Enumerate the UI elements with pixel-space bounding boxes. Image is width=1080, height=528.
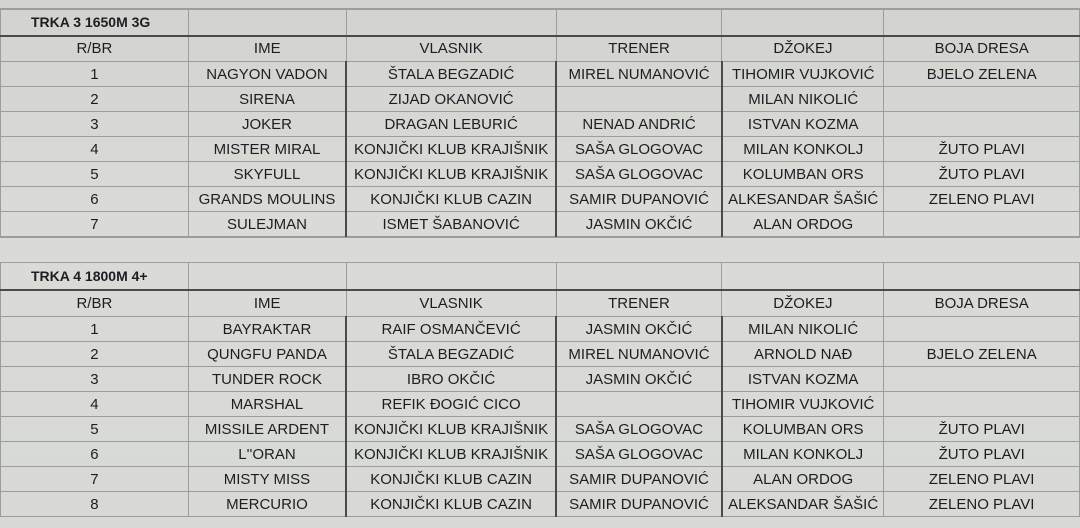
cell-vlasnik[interactable]: KONJIČKI KLUB CAZIN [346,467,556,492]
table-row [1,492,1080,517]
cell-ime[interactable]: SULEJMAN [188,212,346,237]
table-row [1,212,1080,237]
cell-dzokej[interactable]: ALKESANDAR ŠAŠIĆ [722,187,884,212]
cell-vlasnik[interactable]: KONJIČKI KLUB CAZIN [346,492,556,517]
cell-dzokej[interactable]: MILAN KONKOLJ [722,137,884,162]
table-row [1,392,1080,417]
sheet-top-row [0,0,1080,9]
cell-ime[interactable]: SKYFULL [188,162,346,187]
cell-ime[interactable]: NAGYON VADON [188,62,346,87]
table-row [1,162,1080,187]
cell-trener[interactable] [556,87,722,112]
cell-dzokej[interactable]: ALEKSANDAR ŠAŠIĆ [722,492,884,517]
cell-ime[interactable]: JOKER [188,112,346,137]
header-trener[interactable]: TRENER [556,290,722,317]
cell-rbr[interactable]: 2 [1,87,189,112]
cell-dzokej[interactable]: ISTVAN KOZMA [722,112,884,137]
cell-boja-dresa[interactable]: ZELENO PLAVI [884,187,1080,212]
cell-ime[interactable]: L''ORAN [188,442,346,467]
empty-cell[interactable] [722,263,884,290]
cell-trener[interactable]: SAŠA GLOGOVAC [556,417,722,442]
race-table [0,9,1080,237]
cell-rbr[interactable]: 2 [1,342,189,367]
cell-trener[interactable]: SAMIR DUPANOVIĆ [556,467,722,492]
cell-vlasnik[interactable]: ŠTALA BEGZADIĆ [346,62,556,87]
cell-rbr[interactable]: 3 [1,112,189,137]
cell-ime[interactable]: MISTY MISS [188,467,346,492]
table-row [1,62,1080,87]
table-row [1,137,1080,162]
header-rbr[interactable]: R/BR [1,290,189,317]
table-row [1,367,1080,392]
cell-boja-dresa[interactable]: BJELO ZELENA [884,342,1080,367]
cell-trener[interactable]: JASMIN OKČIĆ [556,212,722,237]
table-row [1,342,1080,367]
cell-dzokej[interactable]: TIHOMIR VUJKOVIĆ [722,392,884,417]
cell-rbr[interactable]: 5 [1,162,189,187]
cell-rbr[interactable]: 3 [1,367,189,392]
header-ime[interactable]: IME [188,290,346,317]
cell-ime[interactable]: BAYRAKTAR [188,317,346,342]
cell-rbr[interactable]: 6 [1,442,189,467]
cell-boja-dresa[interactable]: BJELO ZELENA [884,62,1080,87]
cell-ime[interactable]: QUNGFU PANDA [188,342,346,367]
cell-vlasnik[interactable]: ŠTALA BEGZADIĆ [346,342,556,367]
cell-boja-dresa[interactable]: ZELENO PLAVI [884,467,1080,492]
cell-ime[interactable]: TUNDER ROCK [188,367,346,392]
cell-trener[interactable]: SAŠA GLOGOVAC [556,162,722,187]
table-row [1,317,1080,342]
cell-boja-dresa[interactable]: ZELENO PLAVI [884,492,1080,517]
cell-boja-dresa[interactable]: ŽUTO PLAVI [884,417,1080,442]
header-row [1,36,1080,62]
cell-ime[interactable]: SIRENA [188,87,346,112]
empty-cell[interactable] [346,263,556,290]
cell-vlasnik[interactable]: KONJIČKI KLUB KRAJIŠNIK [346,417,556,442]
race-table [0,262,1080,517]
cell-rbr[interactable]: 7 [1,467,189,492]
cell-dzokej[interactable]: ALAN ORDOG [722,212,884,237]
header-ime[interactable]: IME [188,36,346,62]
cell-dzokej[interactable]: MILAN NIKOLIĆ [722,317,884,342]
empty-cell[interactable] [884,263,1080,290]
cell-ime[interactable]: MARSHAL [188,392,346,417]
race-title[interactable]: TRKA 3 1650M 3G [1,10,189,36]
cell-rbr[interactable]: 8 [1,492,189,517]
empty-cell[interactable] [556,263,722,290]
cell-vlasnik[interactable]: KONJIČKI KLUB CAZIN [346,187,556,212]
header-trener[interactable]: TRENER [556,36,722,62]
cell-trener[interactable]: SAŠA GLOGOVAC [556,442,722,467]
table-row [1,417,1080,442]
table-row [1,467,1080,492]
race-title-row [1,10,1080,36]
cell-boja-dresa[interactable]: ŽUTO PLAVI [884,137,1080,162]
header-vlasnik[interactable]: VLASNIK [346,290,556,317]
table-row [1,87,1080,112]
cell-boja-dresa[interactable] [884,87,1080,112]
cell-trener[interactable]: JASMIN OKČIĆ [556,317,722,342]
cell-dzokej[interactable]: KOLUMBAN ORS [722,162,884,187]
cell-vlasnik[interactable]: KONJIČKI KLUB KRAJIŠNIK [346,162,556,187]
cell-rbr[interactable]: 5 [1,417,189,442]
cell-rbr[interactable]: 1 [1,62,189,87]
cell-trener[interactable]: NENAD ANDRIĆ [556,112,722,137]
cell-rbr[interactable]: 1 [1,317,189,342]
cell-ime[interactable]: MISSILE ARDENT [188,417,346,442]
table-row [1,112,1080,137]
cell-trener[interactable]: MIREL NUMANOVIĆ [556,62,722,87]
cell-vlasnik[interactable]: KONJIČKI KLUB KRAJIŠNIK [346,442,556,467]
header-boja-dresa[interactable]: BOJA DRESA [884,290,1080,317]
cell-trener[interactable]: SAŠA GLOGOVAC [556,137,722,162]
cell-vlasnik[interactable]: ZIJAD OKANOVIĆ [346,87,556,112]
header-rbr[interactable]: R/BR [1,36,189,62]
cell-vlasnik[interactable]: KONJIČKI KLUB KRAJIŠNIK [346,137,556,162]
header-vlasnik[interactable]: VLASNIK [346,36,556,62]
cell-dzokej[interactable]: ISTVAN KOZMA [722,367,884,392]
race-title-row [1,263,1080,290]
cell-rbr[interactable]: 4 [1,392,189,417]
cell-boja-dresa[interactable] [884,367,1080,392]
cell-rbr[interactable]: 4 [1,137,189,162]
header-row [1,290,1080,317]
cell-boja-dresa[interactable]: ŽUTO PLAVI [884,162,1080,187]
cell-boja-dresa[interactable] [884,212,1080,237]
cell-vlasnik[interactable]: ISMET ŠABANOVIĆ [346,212,556,237]
header-boja-dresa[interactable]: BOJA DRESA [884,36,1080,62]
empty-cell[interactable] [884,10,1080,36]
cell-trener[interactable]: JASMIN OKČIĆ [556,367,722,392]
cell-ime[interactable]: GRANDS MOULINS [188,187,346,212]
cell-trener[interactable]: SAMIR DUPANOVIĆ [556,187,722,212]
cell-vlasnik[interactable]: DRAGAN LEBURIĆ [346,112,556,137]
cell-dzokej[interactable]: TIHOMIR VUJKOVIĆ [722,62,884,87]
cell-ime[interactable]: MISTER MIRAL [188,137,346,162]
table-row [1,442,1080,467]
cell-dzokej[interactable]: MILAN NIKOLIĆ [722,87,884,112]
cell-trener[interactable]: MIREL NUMANOVIĆ [556,342,722,367]
cell-dzokej[interactable]: ARNOLD NAĐ [722,342,884,367]
cell-dzokej[interactable]: KOLUMBAN ORS [722,417,884,442]
cell-dzokej[interactable]: ALAN ORDOG [722,467,884,492]
empty-cell[interactable] [188,10,346,36]
cell-boja-dresa[interactable] [884,392,1080,417]
empty-cell[interactable] [556,10,722,36]
cell-vlasnik[interactable]: REFIK ĐOGIĆ CICO [346,392,556,417]
cell-ime[interactable]: MERCURIO [188,492,346,517]
cell-rbr[interactable]: 7 [1,212,189,237]
sheet-empty-row [0,237,1080,262]
cell-trener[interactable] [556,392,722,417]
table-row [1,187,1080,212]
cell-boja-dresa[interactable] [884,317,1080,342]
cell-dzokej[interactable]: MILAN KONKOLJ [722,442,884,467]
empty-cell[interactable] [346,10,556,36]
race-title[interactable]: TRKA 4 1800M 4+ [1,263,189,290]
cell-trener[interactable]: SAMIR DUPANOVIĆ [556,492,722,517]
empty-cell[interactable] [722,10,884,36]
cell-vlasnik[interactable]: RAIF OSMANČEVIĆ [346,317,556,342]
header-dzokej[interactable]: DŽOKEJ [722,290,884,317]
cell-boja-dresa[interactable] [884,112,1080,137]
header-dzokej[interactable]: DŽOKEJ [722,36,884,62]
cell-vlasnik[interactable]: IBRO OKČIĆ [346,367,556,392]
cell-rbr[interactable]: 6 [1,187,189,212]
empty-cell[interactable] [188,263,346,290]
cell-boja-dresa[interactable]: ŽUTO PLAVI [884,442,1080,467]
